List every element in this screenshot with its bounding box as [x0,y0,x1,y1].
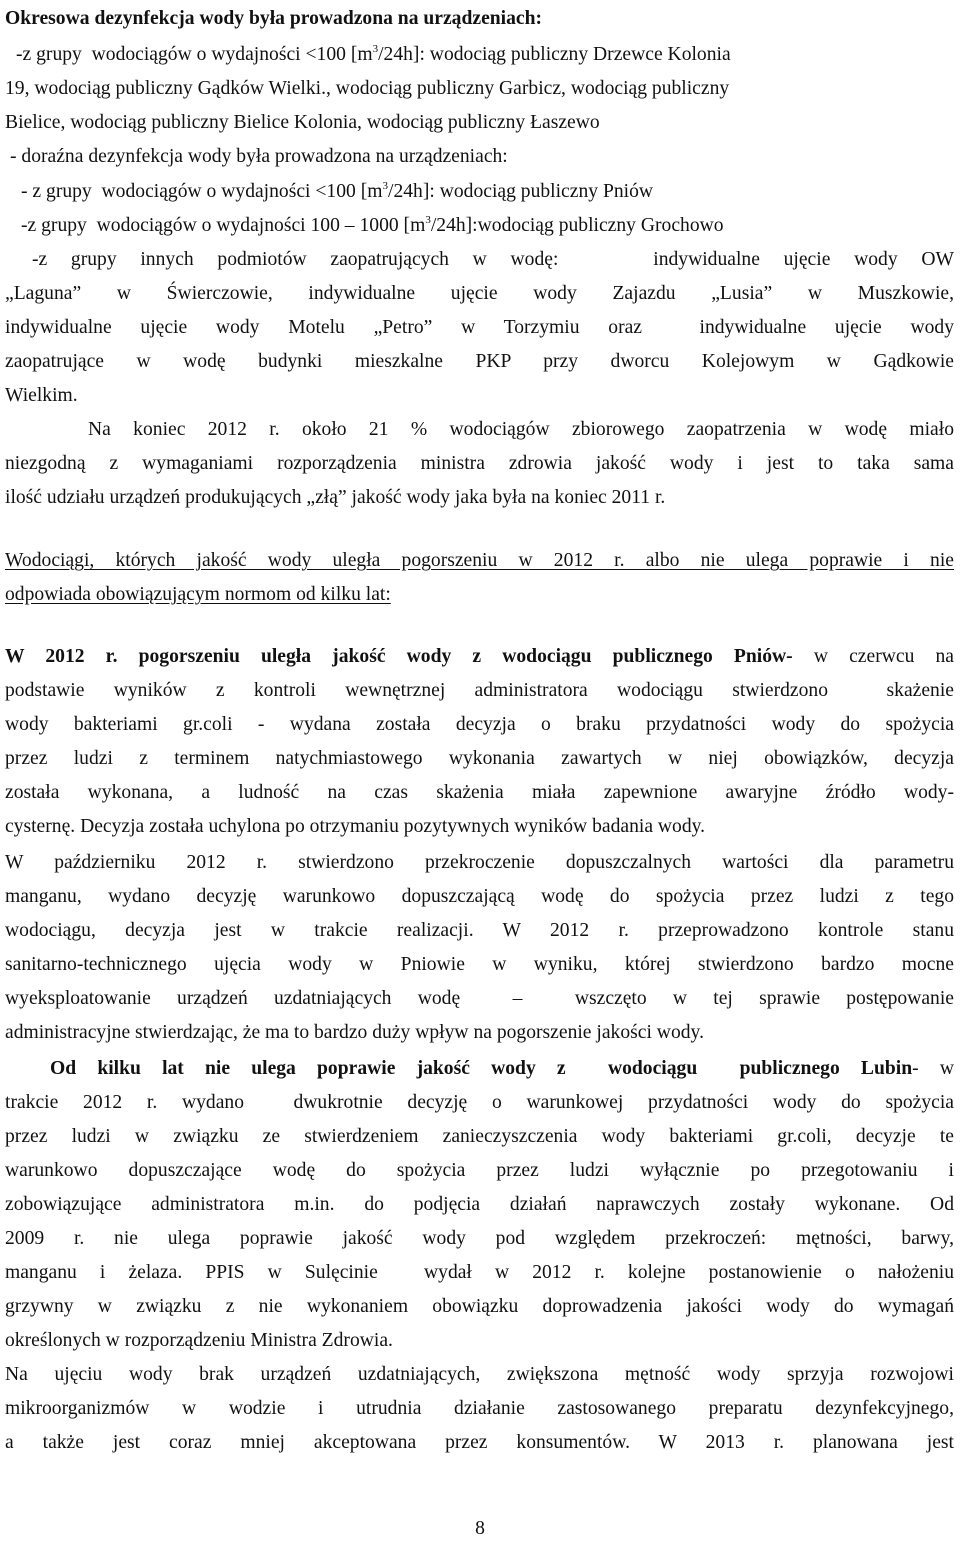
text-line: podstawie wyników z kontroli wewnętrznej administratora wodociągu stwierdzono skażenie [5,680,954,701]
text-line: administracyjne stwierdzając, że ma to bardzo duży wpływ na pogorszenie jakości wody. [5,1022,704,1043]
text-line [50,1052,954,1086]
text-span: - z grupy wodociągów o wydajności <100 [m [21,181,383,202]
text-line: została wykonana, a ludność na czas skażenia miała zapewnione awaryjne źródło wody- [5,782,954,803]
text-line: wody bakteriami gr.coli - wydana została decyzja o braku przydatności wody do spożycia [5,714,954,735]
text-line: mikroorganizmów w wodzie i utrudnia działanie zastosowanego preparatu dezynfekcyjnego, [5,1398,954,1419]
section-heading: Okresowa dezynfekcja wody była prowadzona na urządzeniach: [5,8,543,29]
text-line: W październiku 2012 r. stwierdzono przekroczenie dopuszczalnych wartości dla parametru [5,852,954,873]
text-line: określonych w rozporządzeniu Ministra Zdrowia. [5,1330,393,1351]
text-line: manganu, wydano decyzję warunkowo dopuszczającą wodę do spożycia przez ludzi z tego [5,886,954,907]
text-line: Wielkim. [5,385,78,406]
text-line [16,38,731,72]
superscript: 3 [372,43,379,55]
text-line: sanitarno-technicznego ujęcia wody w Pniowie w wyniku, której stwierdzono bardzo mocne [5,954,954,975]
text-line: 2009 r. nie ulega poprawie jakość wody pod względem przekroczeń: mętności, barwy, [5,1228,954,1249]
text-span: /24h]:wodociąg publiczny Grochowo [430,215,724,236]
text-line: cysternę. Decyzja została uchylona po otrzymaniu pozytywnych wyników badania wody. [5,816,706,837]
text-line [5,640,954,674]
superscript: 3 [382,180,388,192]
text-span: /24h]: wodociąg publiczny Drzewce Kolonia [378,44,731,65]
bold-span: W 2012 r. pogorszeniu uległa jakość wody z wodociągu publicznego Pniów- [5,646,793,667]
text-line: -z grupy innych podmiotów zaopatrujących w wodę: indywidualne ujęcie wody OW [32,249,954,270]
text-line: ilość udziału urządzeń produkujących „złą” jakość wody jaka była na koniec 2011 r. [5,487,666,508]
text-line: trakcie 2012 r. wydano dwukrotnie decyzję o warunkowej przydatności wody do spożycia [5,1092,954,1113]
text-line: 19, wodociąg publiczny Gądków Wielki., wodociąg publiczny Garbicz, wodociąg publiczny [5,78,730,99]
text-line: a także jest coraz mniej akceptowana przez konsumentów. W 2013 r. planowana jest [5,1432,954,1453]
text-line: warunkowo dopuszczające wodę do spożycia przez ludzi wyłącznie po przegotowaniu i [5,1160,954,1181]
text-span: /24h]: wodociąg publiczny Pniów [388,181,654,202]
text-line: Bielice, wodociąg publiczny Bielice Kolonia, wodociąg publiczny Łaszewo [5,112,600,133]
bold-span: Od kilku lat nie ulega poprawie jakość wody z wodociągu publicznego Lubin [50,1058,913,1079]
text-line: indywidualne ujęcie wody Motelu „Petro” w Torzymiu oraz indywidualne ujęcie wody [5,317,954,338]
page-number: 8 [475,1518,485,1539]
text-line: grzywny w związku z nie wykonaniem obowiązku doprowadzenia jakości wody do wymagań [5,1296,954,1317]
underlined-heading: odpowiada obowiązującym normom od kilku lat: [5,584,391,605]
text-line: Na koniec 2012 r. około 21 % wodociągów zbiorowego zaopatrzenia w wodę miało [88,419,954,440]
text-line: Na ujęciu wody brak urządzeń uzdatniających, zwiększona mętność wody sprzyja rozwojowi [5,1364,954,1385]
text-line: - doraźna dezynfekcja wody była prowadzona na urządzeniach: [10,146,508,167]
text-line: przez ludzi z terminem natychmiastowego wykonania zawartych w niej obowiązków, decyzja [5,748,954,769]
text-span: -z grupy wodociągów o wydajności 100 – 1000 [m [21,215,426,236]
text-span: - w [912,1058,954,1079]
text-line: zobowiązujące administratora m.in. do podjęcia działań naprawczych zostały wykonane. Od [5,1194,954,1215]
text-span: w czerwcu na [792,646,954,667]
text-line: przez ludzi w związku ze stwierdzeniem zanieczyszczenia wody bakteriami gr.coli, decyzje te [5,1126,954,1147]
text-line: wyeksploatowanie urządzeń uzdatniających wodę – wszczęto w tej sprawie postępowanie [5,988,954,1009]
text-line: „Laguna” w Świerczowie, indywidualne ujęcie wody Zajazdu „Lusia” w Muszkowie, [5,283,954,304]
underlined-heading: Wodociągi, których jakość wody uległa pogorszeniu w 2012 r. albo nie ulega poprawie i nie [5,550,954,571]
text-span: -z grupy wodociągów o wydajności <100 [m [16,44,373,65]
text-line: niezgodną z wymaganiami rozporządzenia ministra zdrowia jakość wody i jest to taka sama [5,453,954,474]
text-line: zaopatrujące w wodę budynki mieszkalne PKP przy dworcu Kolejowym w Gądkowie [5,351,954,372]
text-line [21,209,724,243]
superscript: 3 [425,214,431,226]
text-line: wodociągu, decyzja jest w trakcie realizacji. W 2012 r. przeprowadzono kontrole stanu [5,920,954,941]
text-line [21,175,653,209]
text-line: manganu i żelaza. PPIS w Sulęcinie wydał w 2012 r. kolejne postanowienie o nałożeniu [5,1262,954,1283]
